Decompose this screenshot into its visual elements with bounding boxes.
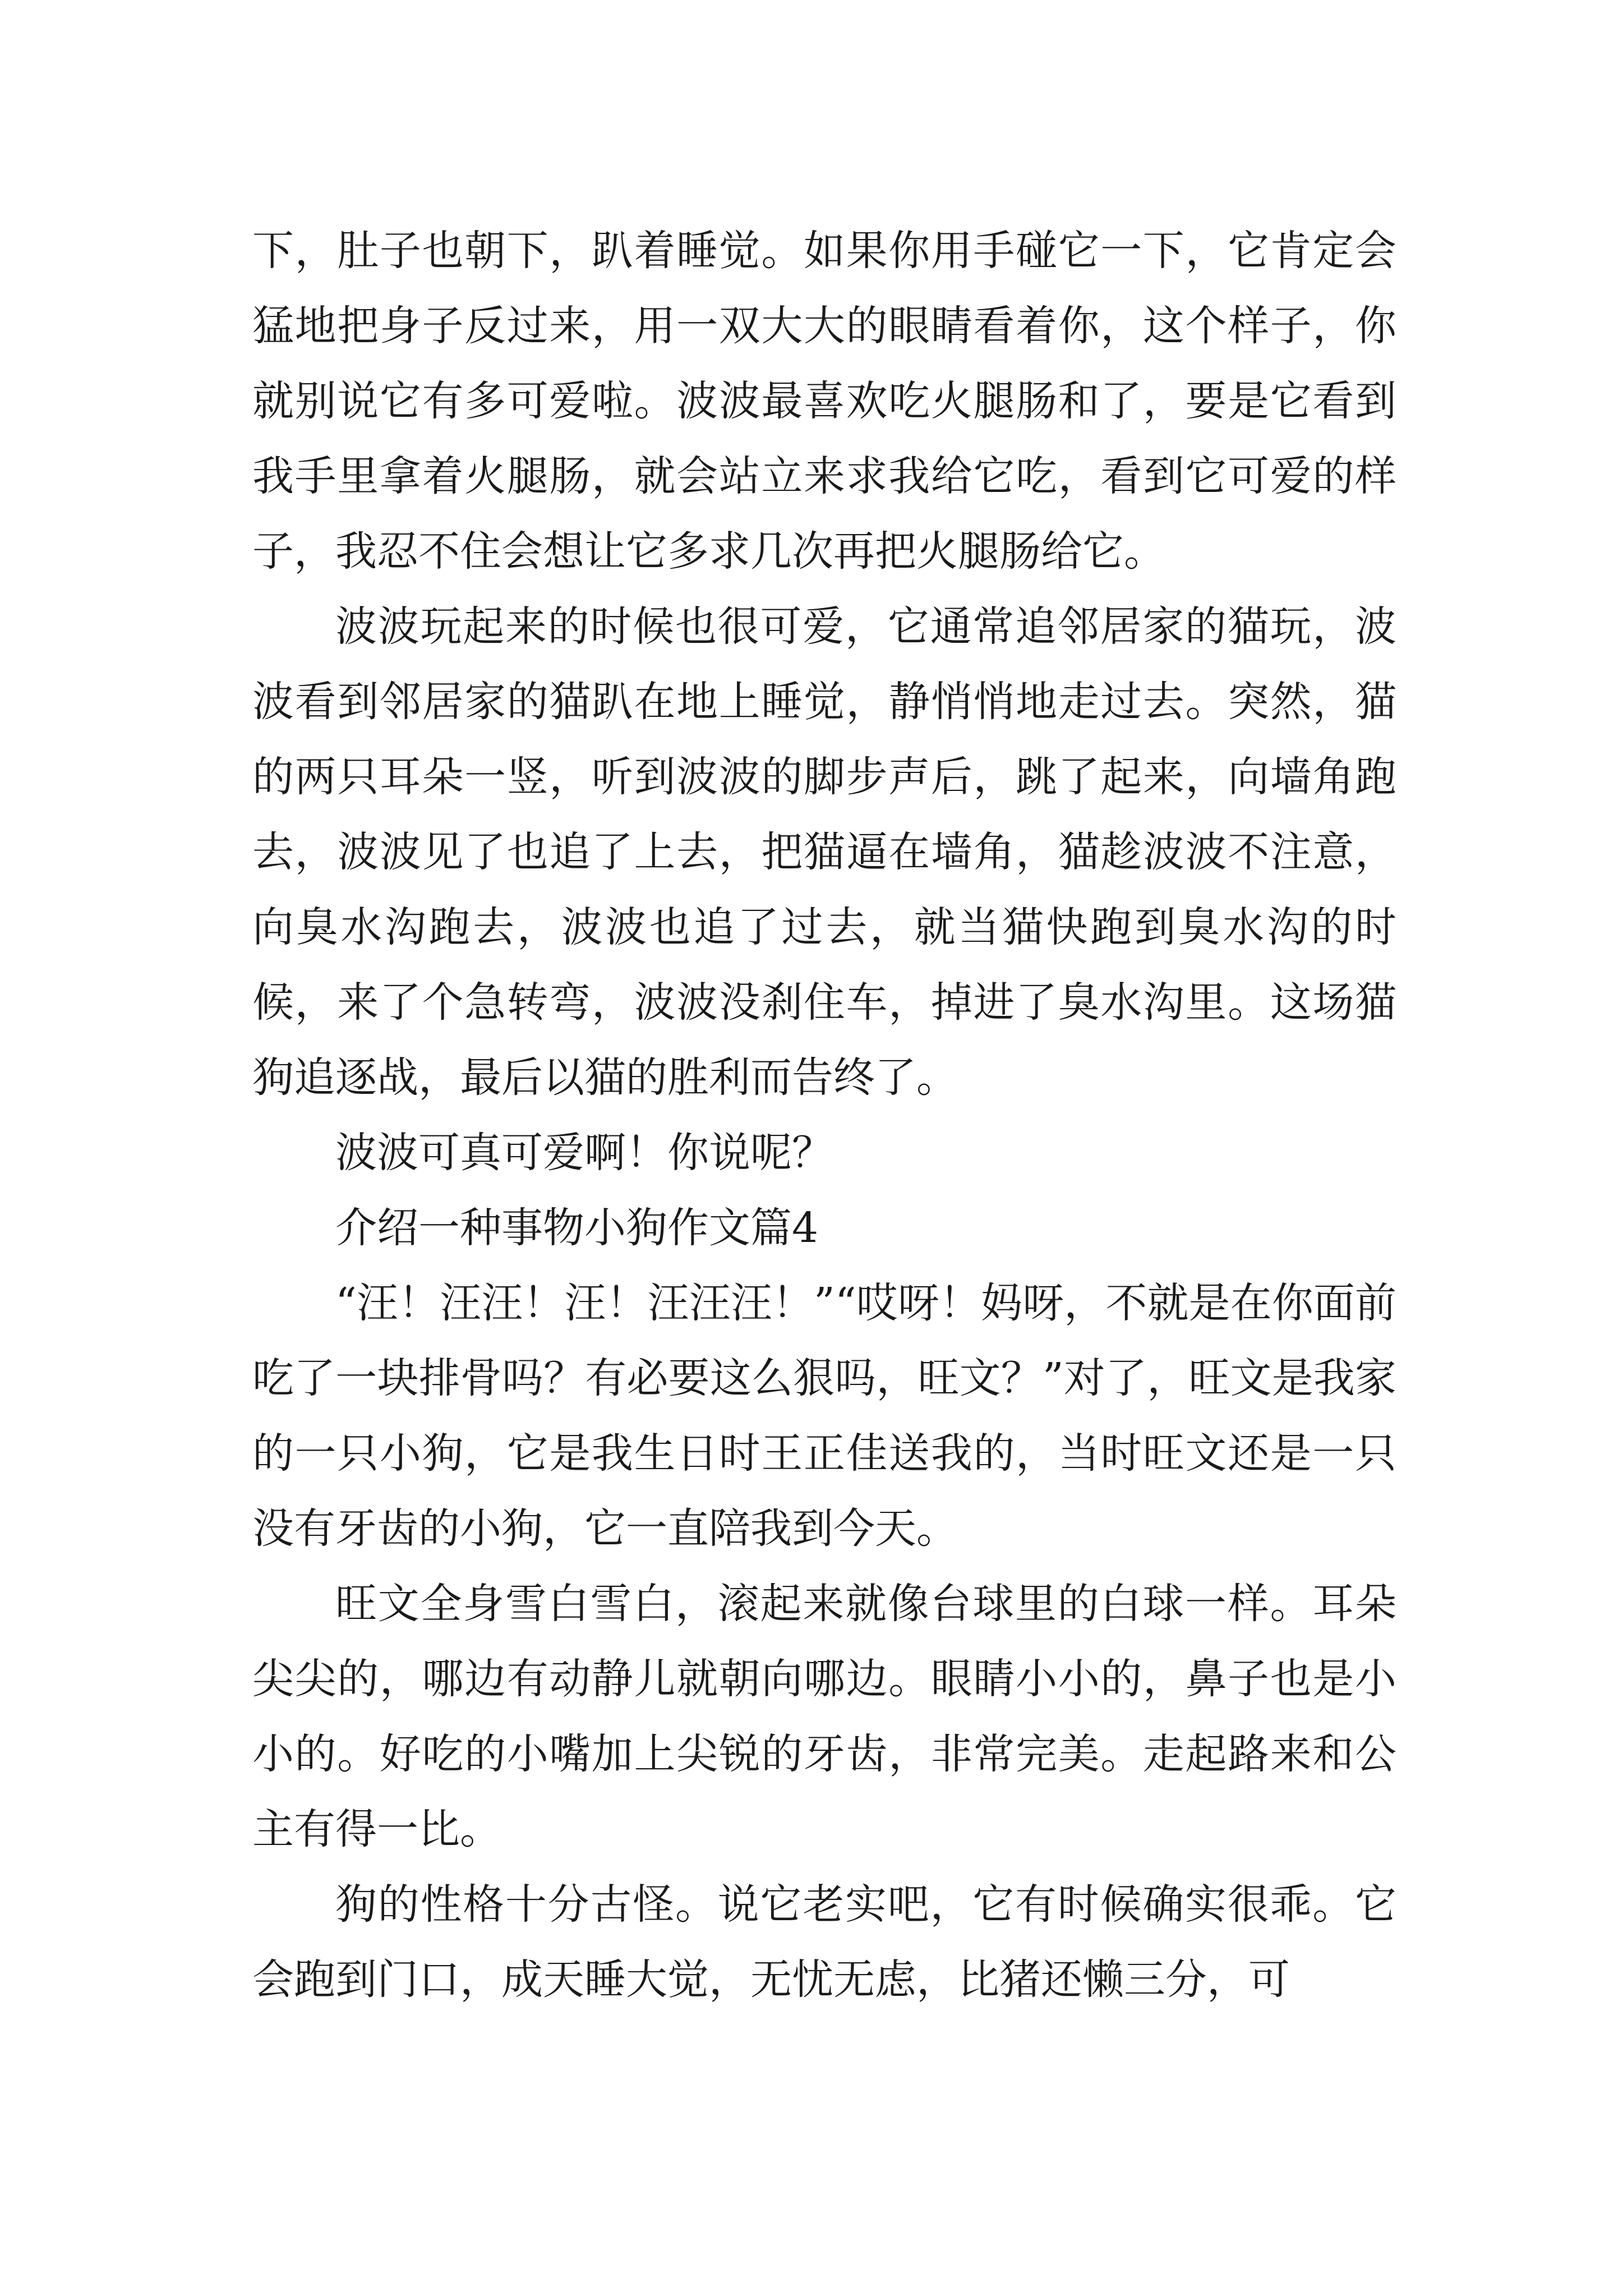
paragraph-4: “汪！汪汪！汪！汪汪汪！”“哎呀！妈呀，不就是在你面前吃了一块排骨吗？有必要这么狠吗，旺文？”对了，旺文是我家的一只小狗，它是我生日时王正佳送我的，当时旺文还是一只没有牙齿的小狗，它一直陪我到今天。 (252, 1279, 1396, 1553)
paragraph-6: 狗的性格十分古怪。说它老实吧，它有时候确实很乖。它会跑到门口，成天睡大觉，无忧无虑，比猪还懒三分，可 (252, 1880, 1396, 2004)
paragraph-2: 波波玩起来的时候也很可爱，它通常追邻居家的猫玩，波波看到邻居家的猫趴在地上睡觉，静悄悄地走过去。突然，猫的两只耳朵一竖，听到波波的脚步声后，跳了起来，向墙角跑去，波波见了也追了上去，把猫逼在墙角，猫趁波波不注意，向臭水沟跑去，波波也追了过去，就当猫快跑到臭水沟的时候，来了个急转弯，波波没刹住车，掉进了臭水沟里。这场猫狗追逐战，最后以猫的胜利而告终了。 (252, 602, 1396, 1102)
paragraph-5: 旺文全身雪白雪白，滚起来就像台球里的白球一样。耳朵尖尖的，哪边有动静儿就朝向哪边。眼睛小小的，鼻子也是小小的。好吃的小嘴加上尖锐的牙齿，非常完美。走起路来和公主有得一比。 (252, 1580, 1396, 1853)
paragraph-3: 波波可真可爱啊！你说呢？ (335, 1129, 833, 1177)
paragraph-1: 下，肚子也朝下，趴着睡觉。如果你用手碰它一下，它肯定会猛地把身子反过来，用一双大大的眼睛看着你，这个样子，你就别说它有多可爱啦。波波最喜欢吃火腿肠和了，要是它看到我手里拿着火腿肠，就会站立来求我给它吃，看到它可爱的样子，我忍不住会想让它多求几次再把火腿肠给它。 (252, 227, 1396, 576)
section-heading: 介绍一种事物小狗作文篇4 (335, 1204, 819, 1252)
document-body (252, 213, 1396, 2017)
